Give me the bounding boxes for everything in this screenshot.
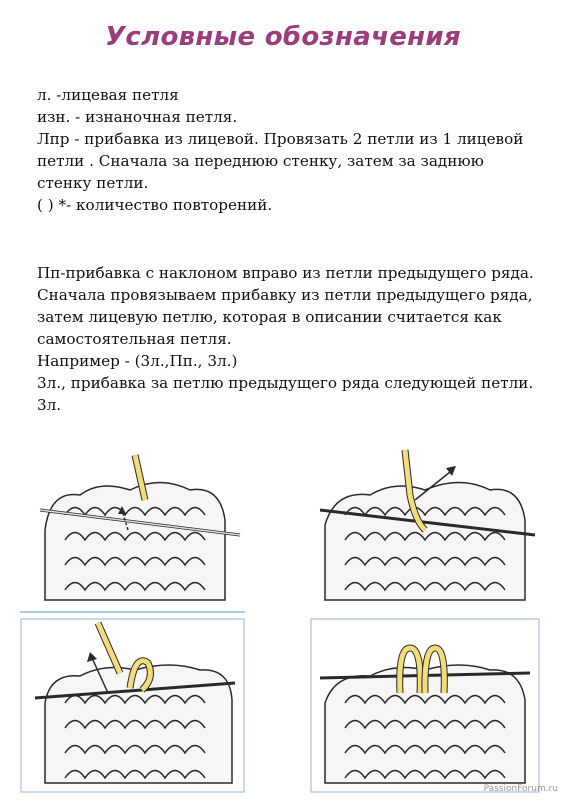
legend-line: л. -лицевая петля — [37, 86, 179, 104]
knitting-diagram-3 — [20, 618, 245, 793]
watermark: PassionForum.ru — [483, 784, 558, 794]
page-title: Условные обозначения — [105, 22, 461, 52]
legend-line: Лпр - прибавка из лицевой. Провязать 2 петли из 1 лицевой петли . Сначала за переднюю стенку, затем за заднюю стенку петли. — [37, 130, 524, 192]
knitting-illustration-step-2 — [310, 440, 540, 615]
increase-description-block — [37, 262, 537, 416]
knitting-diagram-4 — [310, 618, 540, 793]
knitting-illustration-step-3 — [20, 618, 245, 793]
knitting-illustration-step-4 — [310, 618, 540, 793]
example-explanation: 3л., прибавка за петлю предыдущего ряда следующей петли. 3л. — [37, 374, 534, 414]
example-line: Например - (3л.,Пп., 3л.) — [37, 352, 238, 370]
knitting-diagram-1 — [20, 440, 245, 615]
knitting-diagram-2 — [310, 440, 540, 615]
legend-block — [37, 84, 537, 216]
description-paragraph: Пп-прибавка с наклоном вправо из петли предыдущего ряда. Сначала провязываем прибавку из петли предыдущего ряда, затем лицевую петлю, которая в описании считается как самостоятельная петля. — [37, 264, 534, 348]
knitting-illustration-step-1 — [20, 440, 245, 615]
legend-line: ( ) *- количество повторений. — [37, 196, 273, 214]
legend-line: изн. - изнаночная петля. — [37, 108, 238, 126]
